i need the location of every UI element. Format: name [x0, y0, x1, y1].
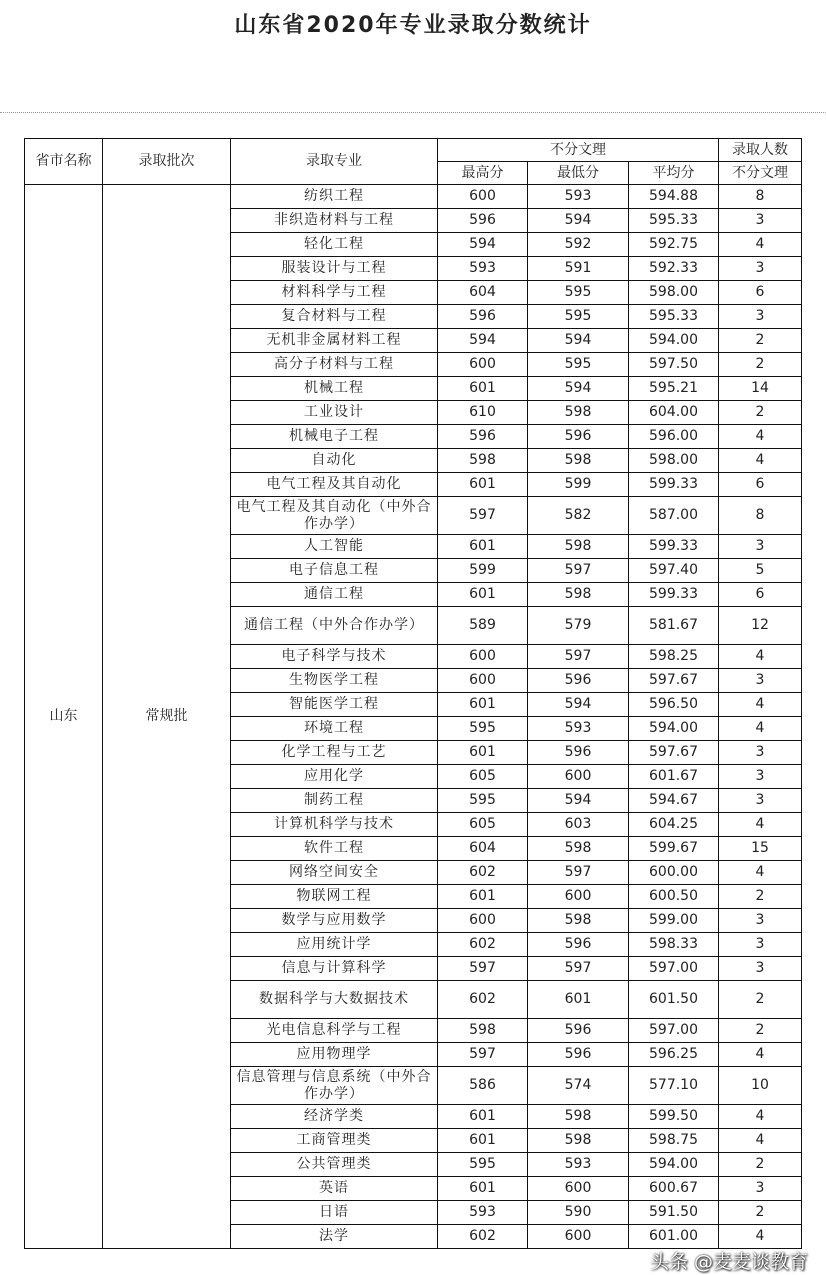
count-cell: 4	[719, 645, 802, 669]
avg-cell: 577.10	[629, 1067, 719, 1105]
major-cell: 生物医学工程	[231, 669, 438, 693]
count-cell: 2	[719, 1019, 802, 1043]
count-cell: 2	[719, 329, 802, 353]
min-cell: 596	[528, 741, 629, 765]
count-cell: 4	[719, 861, 802, 885]
min-cell: 600	[528, 765, 629, 789]
avg-cell: 594.67	[629, 789, 719, 813]
min-cell: 598	[528, 837, 629, 861]
avg-cell: 592.75	[629, 233, 719, 257]
max-cell: 601	[438, 473, 528, 497]
max-cell: 594	[438, 329, 528, 353]
avg-cell: 597.67	[629, 669, 719, 693]
count-cell: 2	[719, 1201, 802, 1225]
max-cell: 602	[438, 1225, 528, 1249]
avg-cell: 597.00	[629, 957, 719, 981]
major-cell: 机械电子工程	[231, 425, 438, 449]
max-cell: 599	[438, 559, 528, 583]
avg-cell: 597.00	[629, 1019, 719, 1043]
max-cell: 598	[438, 449, 528, 473]
avg-cell: 595.21	[629, 377, 719, 401]
min-cell: 595	[528, 305, 629, 329]
count-cell: 3	[719, 741, 802, 765]
max-cell: 602	[438, 933, 528, 957]
min-cell: 598	[528, 449, 629, 473]
count-cell: 3	[719, 1177, 802, 1201]
count-cell: 5	[719, 559, 802, 583]
major-cell: 计算机科学与技术	[231, 813, 438, 837]
min-cell: 603	[528, 813, 629, 837]
avg-cell: 601.67	[629, 765, 719, 789]
max-cell: 596	[438, 425, 528, 449]
divider	[0, 112, 826, 113]
major-cell: 工商管理类	[231, 1129, 438, 1153]
max-cell: 602	[438, 981, 528, 1019]
major-cell: 数据科学与大数据技术	[231, 981, 438, 1019]
header-min: 最低分	[528, 162, 629, 185]
avg-cell: 594.00	[629, 1153, 719, 1177]
count-cell: 2	[719, 981, 802, 1019]
min-cell: 574	[528, 1067, 629, 1105]
major-cell: 经济学类	[231, 1105, 438, 1129]
count-cell: 3	[719, 257, 802, 281]
avg-cell: 594.00	[629, 717, 719, 741]
count-cell: 3	[719, 765, 802, 789]
major-cell: 通信工程	[231, 583, 438, 607]
major-cell: 电子信息工程	[231, 559, 438, 583]
min-cell: 596	[528, 425, 629, 449]
max-cell: 601	[438, 1105, 528, 1129]
min-cell: 596	[528, 1043, 629, 1067]
major-cell: 应用化学	[231, 765, 438, 789]
avg-cell: 596.00	[629, 425, 719, 449]
table-body	[25, 185, 802, 1249]
avg-cell: 596.25	[629, 1043, 719, 1067]
max-cell: 595	[438, 1153, 528, 1177]
avg-cell: 604.00	[629, 401, 719, 425]
avg-cell: 599.33	[629, 473, 719, 497]
count-cell: 6	[719, 473, 802, 497]
major-cell: 法学	[231, 1225, 438, 1249]
avg-cell: 592.33	[629, 257, 719, 281]
header-batch: 录取批次	[103, 139, 231, 185]
major-cell: 通信工程（中外合作办学）	[231, 607, 438, 645]
min-cell: 593	[528, 717, 629, 741]
major-cell: 电气工程及其自动化（中外合作办学）	[231, 497, 438, 535]
major-cell: 网络空间安全	[231, 861, 438, 885]
count-cell: 2	[719, 885, 802, 909]
avg-cell: 599.50	[629, 1105, 719, 1129]
count-cell: 3	[719, 909, 802, 933]
header-max: 最高分	[438, 162, 528, 185]
avg-cell: 599.00	[629, 909, 719, 933]
max-cell: 604	[438, 837, 528, 861]
min-cell: 597	[528, 957, 629, 981]
avg-cell: 599.33	[629, 583, 719, 607]
major-cell: 信息管理与信息系统（中外合作办学）	[231, 1067, 438, 1105]
count-cell: 12	[719, 607, 802, 645]
avg-cell: 601.00	[629, 1225, 719, 1249]
major-cell: 智能医学工程	[231, 693, 438, 717]
min-cell: 599	[528, 473, 629, 497]
count-cell: 4	[719, 233, 802, 257]
avg-cell: 598.33	[629, 933, 719, 957]
min-cell: 597	[528, 559, 629, 583]
major-cell: 数学与应用数学	[231, 909, 438, 933]
min-cell: 594	[528, 377, 629, 401]
avg-cell: 597.50	[629, 353, 719, 377]
major-cell: 日语	[231, 1201, 438, 1225]
count-cell: 2	[719, 1153, 802, 1177]
avg-cell: 594.00	[629, 329, 719, 353]
header-scores-group: 不分文理	[438, 139, 719, 162]
count-cell: 3	[719, 209, 802, 233]
max-cell: 589	[438, 607, 528, 645]
count-cell: 4	[719, 717, 802, 741]
major-cell: 软件工程	[231, 837, 438, 861]
max-cell: 597	[438, 497, 528, 535]
min-cell: 600	[528, 1177, 629, 1201]
watermark: 头条 @麦麦谈教育	[649, 1251, 808, 1273]
max-cell: 605	[438, 765, 528, 789]
min-cell: 600	[528, 1225, 629, 1249]
avg-cell: 597.40	[629, 559, 719, 583]
count-cell: 4	[719, 813, 802, 837]
min-cell: 591	[528, 257, 629, 281]
max-cell: 600	[438, 909, 528, 933]
avg-cell: 596.50	[629, 693, 719, 717]
count-cell: 3	[719, 305, 802, 329]
min-cell: 595	[528, 281, 629, 305]
avg-cell: 598.00	[629, 281, 719, 305]
max-cell: 601	[438, 377, 528, 401]
max-cell: 595	[438, 717, 528, 741]
major-cell: 环境工程	[231, 717, 438, 741]
major-cell: 物联网工程	[231, 885, 438, 909]
header-count-group: 录取人数	[719, 139, 802, 162]
header-avg: 平均分	[629, 162, 719, 185]
count-cell: 4	[719, 425, 802, 449]
major-cell: 复合材料与工程	[231, 305, 438, 329]
count-cell: 2	[719, 353, 802, 377]
major-cell: 轻化工程	[231, 233, 438, 257]
avg-cell: 598.75	[629, 1129, 719, 1153]
major-cell: 化学工程与工艺	[231, 741, 438, 765]
major-cell: 制药工程	[231, 789, 438, 813]
major-cell: 人工智能	[231, 535, 438, 559]
max-cell: 601	[438, 885, 528, 909]
avg-cell: 598.00	[629, 449, 719, 473]
max-cell: 586	[438, 1067, 528, 1105]
max-cell: 598	[438, 1019, 528, 1043]
count-cell: 4	[719, 1105, 802, 1129]
min-cell: 590	[528, 1201, 629, 1225]
major-cell: 材料科学与工程	[231, 281, 438, 305]
min-cell: 600	[528, 885, 629, 909]
min-cell: 598	[528, 535, 629, 559]
count-cell: 10	[719, 1067, 802, 1105]
table-row	[25, 185, 802, 209]
major-cell: 英语	[231, 1177, 438, 1201]
count-cell: 3	[719, 933, 802, 957]
avg-cell: 604.25	[629, 813, 719, 837]
min-cell: 594	[528, 209, 629, 233]
major-cell: 自动化	[231, 449, 438, 473]
count-cell: 15	[719, 837, 802, 861]
max-cell: 594	[438, 233, 528, 257]
max-cell: 601	[438, 693, 528, 717]
max-cell: 601	[438, 741, 528, 765]
count-cell: 8	[719, 497, 802, 535]
max-cell: 600	[438, 185, 528, 209]
count-cell: 6	[719, 281, 802, 305]
max-cell: 596	[438, 209, 528, 233]
header-count: 不分文理	[719, 162, 802, 185]
major-cell: 非织造材料与工程	[231, 209, 438, 233]
max-cell: 595	[438, 789, 528, 813]
max-cell: 593	[438, 257, 528, 281]
avg-cell: 587.00	[629, 497, 719, 535]
page-title: 山东省2020年专业录取分数统计	[234, 13, 592, 38]
max-cell: 597	[438, 957, 528, 981]
batch-cell: 常规批	[103, 185, 231, 1249]
major-cell: 机械工程	[231, 377, 438, 401]
min-cell: 596	[528, 669, 629, 693]
avg-cell: 595.33	[629, 209, 719, 233]
min-cell: 593	[528, 1153, 629, 1177]
major-cell: 纺织工程	[231, 185, 438, 209]
header-major: 录取专业	[231, 139, 438, 185]
max-cell: 601	[438, 583, 528, 607]
count-cell: 3	[719, 535, 802, 559]
avg-cell: 591.50	[629, 1201, 719, 1225]
count-cell: 4	[719, 693, 802, 717]
min-cell: 598	[528, 909, 629, 933]
count-cell: 6	[719, 583, 802, 607]
count-cell: 4	[719, 1043, 802, 1067]
count-cell: 3	[719, 957, 802, 981]
max-cell: 593	[438, 1201, 528, 1225]
admission-scores-table	[24, 138, 802, 1249]
avg-cell: 600.50	[629, 885, 719, 909]
max-cell: 597	[438, 1043, 528, 1067]
min-cell: 593	[528, 185, 629, 209]
max-cell: 604	[438, 281, 528, 305]
count-cell: 14	[719, 377, 802, 401]
min-cell: 596	[528, 933, 629, 957]
header-province: 省市名称	[25, 139, 103, 185]
min-cell: 597	[528, 645, 629, 669]
avg-cell: 594.88	[629, 185, 719, 209]
avg-cell: 598.25	[629, 645, 719, 669]
max-cell: 601	[438, 1177, 528, 1201]
max-cell: 601	[438, 535, 528, 559]
min-cell: 579	[528, 607, 629, 645]
major-cell: 服装设计与工程	[231, 257, 438, 281]
major-cell: 光电信息科学与工程	[231, 1019, 438, 1043]
avg-cell: 599.67	[629, 837, 719, 861]
major-cell: 信息与计算科学	[231, 957, 438, 981]
avg-cell: 597.67	[629, 741, 719, 765]
avg-cell: 600.67	[629, 1177, 719, 1201]
min-cell: 598	[528, 1105, 629, 1129]
count-cell: 3	[719, 669, 802, 693]
major-cell: 公共管理类	[231, 1153, 438, 1177]
avg-cell: 600.00	[629, 861, 719, 885]
major-cell: 应用物理学	[231, 1043, 438, 1067]
major-cell: 电气工程及其自动化	[231, 473, 438, 497]
avg-cell: 599.33	[629, 535, 719, 559]
min-cell: 595	[528, 353, 629, 377]
max-cell: 610	[438, 401, 528, 425]
province-cell: 山东	[25, 185, 103, 1249]
major-cell: 无机非金属材料工程	[231, 329, 438, 353]
count-cell: 4	[719, 1225, 802, 1249]
min-cell: 594	[528, 329, 629, 353]
min-cell: 598	[528, 401, 629, 425]
major-cell: 应用统计学	[231, 933, 438, 957]
min-cell: 594	[528, 693, 629, 717]
major-cell: 工业设计	[231, 401, 438, 425]
max-cell: 600	[438, 645, 528, 669]
min-cell: 596	[528, 1019, 629, 1043]
min-cell: 582	[528, 497, 629, 535]
count-cell: 8	[719, 185, 802, 209]
avg-cell: 581.67	[629, 607, 719, 645]
max-cell: 601	[438, 1129, 528, 1153]
major-cell: 高分子材料与工程	[231, 353, 438, 377]
max-cell: 602	[438, 861, 528, 885]
count-cell: 2	[719, 401, 802, 425]
min-cell: 594	[528, 789, 629, 813]
count-cell: 3	[719, 789, 802, 813]
min-cell: 597	[528, 861, 629, 885]
min-cell: 592	[528, 233, 629, 257]
min-cell: 598	[528, 1129, 629, 1153]
max-cell: 600	[438, 353, 528, 377]
major-cell: 电子科学与技术	[231, 645, 438, 669]
max-cell: 600	[438, 669, 528, 693]
avg-cell: 595.33	[629, 305, 719, 329]
avg-cell: 601.50	[629, 981, 719, 1019]
max-cell: 605	[438, 813, 528, 837]
min-cell: 598	[528, 583, 629, 607]
count-cell: 4	[719, 1129, 802, 1153]
count-cell: 4	[719, 449, 802, 473]
max-cell: 596	[438, 305, 528, 329]
min-cell: 601	[528, 981, 629, 1019]
